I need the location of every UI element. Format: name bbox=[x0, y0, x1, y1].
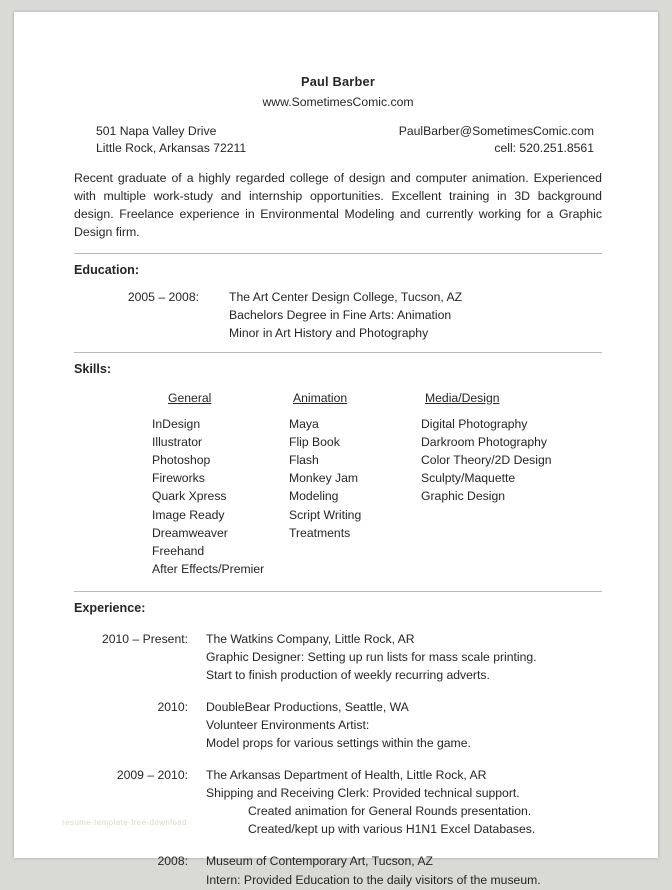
skills-column-general bbox=[152, 390, 289, 579]
experience-line: Intern: Provided Education to the daily visitors of the museum. bbox=[206, 872, 541, 887]
skills-column-heading: Media/Design bbox=[425, 390, 500, 405]
skills-list-media-design bbox=[421, 416, 558, 504]
section-title-education: Education: bbox=[74, 263, 140, 278]
address-line-1: 501 Napa Valley Drive bbox=[96, 123, 217, 138]
resume-page bbox=[14, 12, 658, 887]
skills-columns bbox=[74, 390, 602, 579]
skill-item: InDesign bbox=[152, 417, 201, 432]
skill-item: Flash bbox=[289, 453, 319, 468]
skill-item: Darkroom Photography bbox=[421, 435, 547, 450]
skill-item: Fireworks bbox=[152, 471, 205, 486]
skill-item: After Effects/Premier bbox=[152, 561, 265, 576]
skill-item: Illustrator bbox=[152, 435, 203, 450]
experience-date: 2009 – 2010: bbox=[116, 768, 188, 783]
applicant-website: www.SometimesComic.com bbox=[262, 94, 414, 109]
education-entry bbox=[74, 289, 602, 343]
contact-row-2 bbox=[74, 140, 602, 156]
email-address: PaulBarber@SometimesComic.com bbox=[398, 123, 594, 138]
divider-above-education bbox=[74, 253, 602, 254]
skill-item: Freehand bbox=[152, 543, 205, 558]
experience-entry bbox=[74, 699, 602, 753]
skills-column-animation bbox=[289, 390, 421, 579]
skill-item: Maya bbox=[289, 417, 319, 432]
section-title-experience: Experience: bbox=[74, 600, 146, 615]
experience-date: 2008: bbox=[157, 854, 188, 869]
experience-line: Model props for various settings within the game. bbox=[206, 736, 471, 750]
experience-date: 2010 – Present: bbox=[101, 631, 188, 646]
experience-line: Shipping and Receiving Clerk: Provided technical support. bbox=[206, 786, 520, 801]
skill-item: Modeling bbox=[289, 489, 339, 504]
watermark-text: resume-template-free-download bbox=[62, 818, 187, 827]
experience-date: 2010: bbox=[157, 699, 188, 714]
education-date: 2005 – 2008: bbox=[127, 290, 199, 305]
experience-line: Created/kept up with various H1N1 Excel Databases. bbox=[248, 822, 536, 837]
skill-item: Script Writing bbox=[289, 507, 362, 522]
experience-details bbox=[206, 767, 535, 839]
experience-line: DoubleBear Productions, Seattle, WA bbox=[206, 699, 409, 714]
experience-details bbox=[206, 699, 471, 753]
experience-line: Graphic Designer: Setting up run lists for mass scale printing. bbox=[206, 649, 537, 664]
education-details bbox=[229, 289, 462, 343]
contact-row-1 bbox=[74, 123, 602, 139]
divider-above-skills bbox=[74, 352, 602, 353]
summary-paragraph: Recent graduate of a highly regarded college of design and computer animation. Experienced with multiple work-study and internship opportunities. Excellent training in 3D background design. Freelance experience in Environmental Modeling and currently working for a Graphic Design firm. bbox=[74, 171, 602, 239]
section-title-skills: Skills: bbox=[74, 362, 112, 377]
skill-item: Treatments bbox=[289, 525, 351, 540]
experience-line: Volunteer Environments Artist: bbox=[206, 717, 370, 732]
phone-number: cell: 520.251.8561 bbox=[494, 141, 594, 156]
skill-item: Sculpty/Maquette bbox=[421, 471, 516, 486]
skills-list-general bbox=[152, 416, 289, 577]
skill-item: Quark Xpress bbox=[152, 489, 227, 504]
education-line: Bachelors Degree in Fine Arts: Animation bbox=[229, 308, 452, 323]
skill-item: Image Ready bbox=[152, 507, 225, 522]
skill-item: Dreamweaver bbox=[152, 525, 228, 540]
skill-item: Digital Photography bbox=[421, 417, 528, 432]
experience-line: The Watkins Company, Little Rock, AR bbox=[206, 631, 415, 646]
divider-above-experience bbox=[74, 591, 602, 592]
skills-column-media-design bbox=[421, 390, 558, 579]
experience-line: Created animation for General Rounds presentation. bbox=[248, 804, 532, 819]
skill-item: Monkey Jam bbox=[289, 471, 359, 486]
education-line: The Art Center Design College, Tucson, AZ bbox=[229, 290, 463, 305]
experience-entry bbox=[74, 767, 602, 839]
skills-column-heading: General bbox=[168, 390, 212, 405]
experience-details bbox=[206, 631, 537, 685]
skills-column-heading: Animation bbox=[293, 390, 348, 405]
skill-item: Graphic Design bbox=[421, 489, 505, 504]
experience-entry bbox=[74, 853, 602, 889]
address-line-2: Little Rock, Arkansas 72211 bbox=[96, 141, 247, 156]
experience-details bbox=[206, 853, 541, 889]
experience-line: The Arkansas Department of Health, Little Rock, AR bbox=[206, 768, 487, 783]
skill-item: Photoshop bbox=[152, 453, 211, 468]
experience-entry bbox=[74, 631, 602, 685]
skills-list-animation bbox=[289, 416, 421, 541]
experience-line: Museum of Contemporary Art, Tucson, AZ bbox=[206, 854, 433, 869]
skill-item: Flip Book bbox=[289, 435, 340, 450]
education-line: Minor in Art History and Photography bbox=[229, 326, 429, 341]
experience-line: Start to finish production of weekly recurring adverts. bbox=[206, 667, 490, 682]
skill-item: Color Theory/2D Design bbox=[421, 453, 552, 468]
resume-content bbox=[74, 74, 602, 890]
applicant-name: Paul Barber bbox=[300, 74, 376, 89]
